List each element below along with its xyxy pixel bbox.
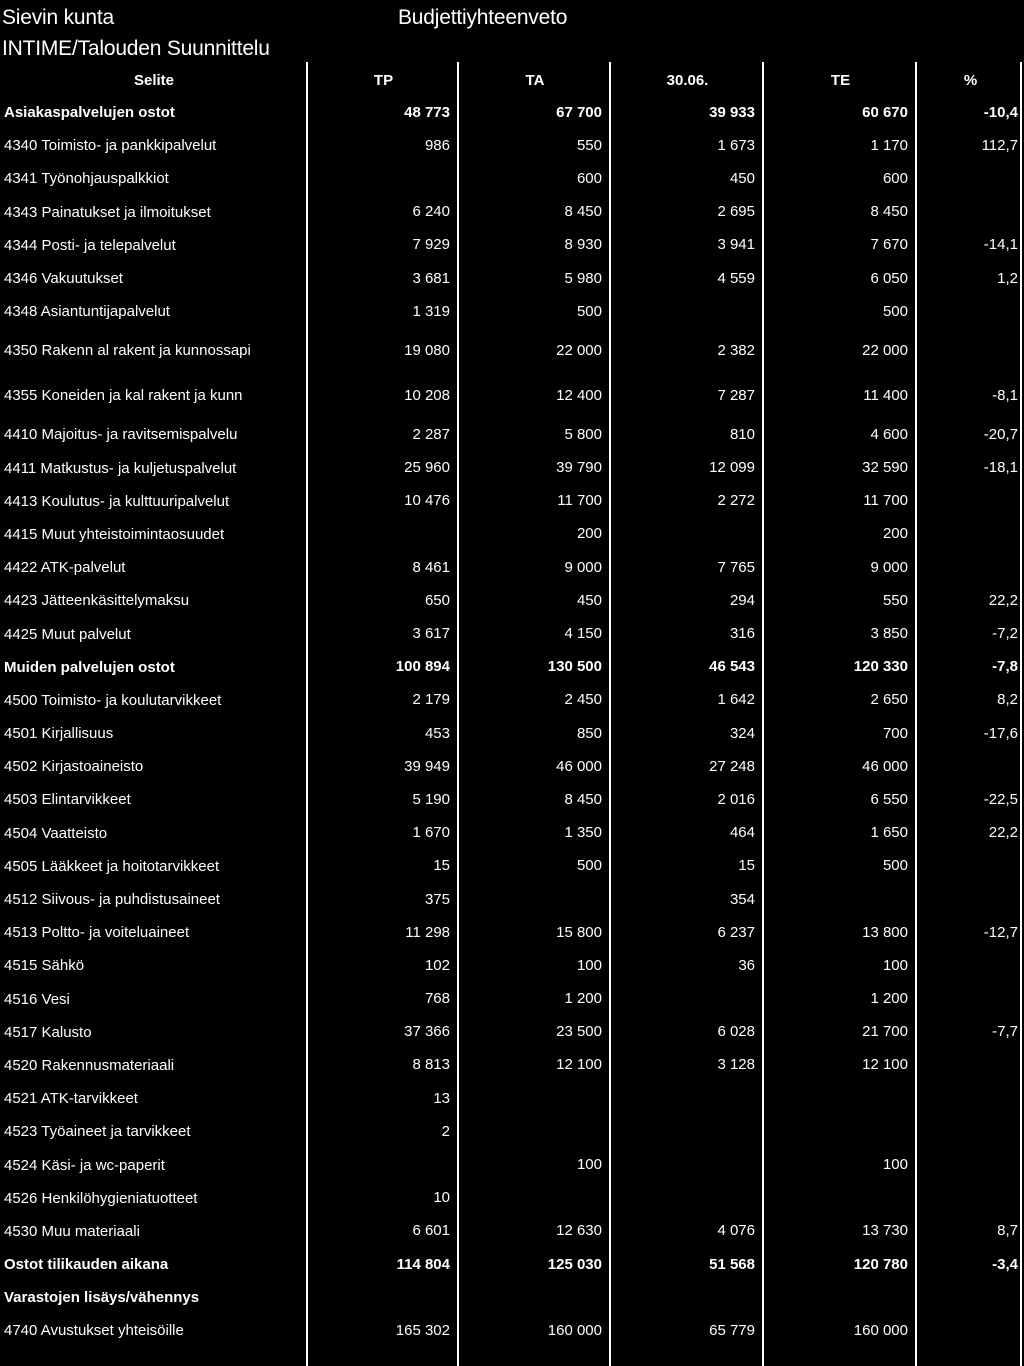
table-row: [0, 129, 1024, 162]
cell-ta: 8 450: [564, 790, 602, 808]
row-label: 4520 Rakennusmateriaali: [4, 1056, 175, 1074]
cell-te: 600: [882, 169, 908, 187]
table-row: [0, 949, 1024, 982]
cell-percent: [917, 1049, 1024, 1082]
cell-te: 8 450: [870, 203, 908, 221]
cell-ta: [459, 1182, 611, 1215]
cell-percent: -7,8: [992, 658, 1018, 676]
table-row: [0, 485, 1024, 518]
cell-te: 46 000: [862, 757, 908, 775]
row-label: 4502 Kirjastoaineisto: [4, 758, 144, 776]
cell-tp: 6 601: [412, 1222, 450, 1240]
cell-date-value: [611, 295, 764, 328]
cell-ta: 9 000: [564, 558, 602, 576]
cell-percent: -7,7: [992, 1023, 1018, 1041]
cell-tp: 48 773: [404, 103, 450, 121]
row-label: Asiakaspalvelujen ostot: [4, 104, 175, 122]
cell-ta: 500: [576, 302, 602, 320]
cell-ta: 46 000: [556, 757, 602, 775]
cell-tp: 6 240: [412, 203, 450, 221]
cell-date-value: 3 941: [717, 236, 755, 254]
cell-percent: -17,6: [983, 724, 1018, 742]
cell-percent: -20,7: [983, 425, 1018, 443]
cell-percent: [917, 518, 1024, 551]
row-label: 4350 Rakenn al rakent ja kunnossapi: [4, 342, 251, 360]
cell-te: 21 700: [862, 1023, 908, 1041]
row-label: 4355 Koneiden ja kal rakent ja kunn: [4, 387, 243, 405]
cell-te: 11 400: [863, 386, 908, 404]
table-row: [0, 373, 1024, 418]
cell-date-value: 7 287: [717, 386, 755, 404]
cell-date-value: [611, 983, 764, 1016]
table-row: [0, 551, 1024, 584]
subtotal-row: [0, 651, 1024, 684]
table-row: [0, 262, 1024, 295]
cell-ta: 850: [576, 724, 602, 742]
cell-ta: [459, 1115, 611, 1148]
cell-tp: 114 804: [396, 1255, 450, 1273]
cell-tp: 650: [424, 591, 450, 609]
cell-te: 9 000: [870, 558, 908, 576]
cell-ta: 23 500: [556, 1023, 602, 1041]
table-row: [0, 196, 1024, 229]
cell-percent: [917, 551, 1024, 584]
row-label: 4516 Vesi: [4, 990, 70, 1008]
cell-percent: [917, 1314, 1024, 1347]
cell-tp: [308, 1148, 459, 1181]
budget-table: [0, 66, 1024, 1348]
table-row: [0, 1016, 1024, 1049]
column-header-ta: TA: [525, 72, 545, 89]
cell-date-value: 2 016: [717, 790, 755, 808]
cell-te: 13 730: [862, 1222, 908, 1240]
cell-date-value: 39 933: [709, 103, 755, 121]
cell-tp: 375: [424, 890, 450, 908]
cell-date-value: 7 765: [717, 558, 755, 576]
cell-ta: 4 150: [564, 625, 602, 643]
cell-te: 32 590: [862, 459, 908, 477]
cell-percent: [917, 1148, 1024, 1181]
row-label: 4523 Työaineet ja tarvikkeet: [4, 1123, 191, 1141]
row-label: 4344 Posti- ja telepalvelut: [4, 236, 176, 254]
cell-ta: [459, 1281, 611, 1314]
cell-date-value: 46 543: [709, 658, 755, 676]
cell-date-value: 1 642: [717, 691, 755, 709]
row-label: Varastojen lisäys/vähennys: [4, 1289, 200, 1307]
cell-ta: 8 450: [564, 203, 602, 221]
cell-date-value: [611, 518, 764, 551]
cell-te: 200: [882, 525, 908, 543]
row-label: 4348 Asiantuntijapalvelut: [4, 303, 170, 321]
cell-date-value: 2 695: [717, 203, 755, 221]
cell-ta: 200: [576, 525, 602, 543]
cell-percent: -10,4: [983, 103, 1018, 121]
row-label: 4500 Toimisto- ja koulutarvikkeet: [4, 691, 222, 709]
cell-te: [764, 1281, 917, 1314]
cell-date-value: 354: [729, 890, 755, 908]
cell-tp: 8 461: [412, 558, 450, 576]
cell-tp: 986: [424, 136, 450, 154]
cell-tp: 13: [433, 1089, 450, 1107]
cell-tp: 102: [424, 956, 450, 974]
cell-te: 6 050: [870, 269, 908, 287]
column-header-te: TE: [830, 72, 851, 89]
cell-percent: 8,7: [997, 1222, 1018, 1240]
cell-percent: -7,2: [992, 625, 1018, 643]
row-label: 4530 Muu materiaali: [4, 1222, 140, 1240]
subtotal-row: [0, 96, 1024, 129]
row-label: Muiden palvelujen ostot: [4, 658, 175, 676]
cell-ta: 11 700: [557, 492, 602, 510]
cell-ta: 2 450: [564, 691, 602, 709]
cell-percent: [917, 883, 1024, 916]
cell-date-value: [611, 1182, 764, 1215]
cell-percent: [917, 850, 1024, 883]
table-row: [0, 452, 1024, 485]
cell-te: [764, 883, 917, 916]
cell-percent: -3,4: [992, 1255, 1018, 1273]
cell-date-value: 2 382: [717, 341, 755, 359]
cell-date-value: 36: [738, 956, 755, 974]
cell-date-value: 1 673: [717, 136, 755, 154]
cell-percent: [917, 1281, 1024, 1314]
cell-date-value: 324: [729, 724, 755, 742]
cell-date-value: 6 237: [717, 923, 755, 941]
cell-date-value: 294: [729, 591, 755, 609]
cell-tp: [308, 162, 459, 195]
cell-tp: 7 929: [412, 236, 450, 254]
cell-tp: 3 681: [412, 269, 450, 287]
row-label: Ostot tilikauden aikana: [4, 1256, 169, 1274]
cell-date-value: [611, 1281, 764, 1314]
cell-tp: 100 894: [395, 658, 450, 676]
cell-te: 7 670: [870, 236, 908, 254]
cell-te: 1 170: [870, 136, 908, 154]
cell-te: [764, 1182, 917, 1215]
cell-tp: 25 960: [404, 459, 450, 477]
cell-percent: [917, 328, 1024, 373]
cell-ta: 100: [576, 956, 602, 974]
cell-date-value: 3 128: [717, 1056, 755, 1074]
cell-tp: 2 287: [412, 425, 450, 443]
cell-ta: 450: [576, 591, 602, 609]
table-row: [0, 1115, 1024, 1148]
table-row: [0, 750, 1024, 783]
table-row: [0, 817, 1024, 850]
cell-date-value: 51 568: [709, 1255, 755, 1273]
row-label: 4740 Avustukset yhteisöille: [4, 1322, 184, 1340]
row-label: 4422 ATK-palvelut: [4, 559, 126, 577]
cell-te: 1 650: [870, 824, 908, 842]
cell-te: [764, 1082, 917, 1115]
cell-ta: 160 000: [547, 1321, 602, 1339]
row-label: 4415 Muut yhteistoimintaosuudet: [4, 525, 225, 543]
cell-te: 60 670: [862, 103, 908, 121]
cell-date-value: 810: [729, 425, 755, 443]
cell-ta: 12 100: [556, 1056, 602, 1074]
cell-percent: -22,5: [983, 790, 1018, 808]
row-label: 4340 Toimisto- ja pankkipalvelut: [4, 137, 217, 155]
cell-percent: [917, 162, 1024, 195]
table-row: [0, 1148, 1024, 1181]
cell-tp: 37 366: [404, 1023, 450, 1041]
table-row: [0, 1215, 1024, 1248]
cell-ta: 100: [576, 1156, 602, 1174]
cell-ta: 550: [576, 136, 602, 154]
table-row: [0, 518, 1024, 551]
row-label: 4343 Painatukset ja ilmoitukset: [4, 203, 211, 221]
cell-percent: [917, 750, 1024, 783]
cell-tp: 15: [433, 857, 450, 875]
cell-ta: 1 200: [564, 990, 602, 1008]
row-label: 4503 Elintarvikkeet: [4, 791, 131, 809]
cell-tp: 3 617: [412, 625, 450, 643]
cell-tp: 10: [433, 1189, 450, 1207]
cell-te: 1 200: [870, 990, 908, 1008]
cell-te: 2 650: [870, 691, 908, 709]
cell-te: [764, 1115, 917, 1148]
cell-percent: -14,1: [983, 236, 1018, 254]
cell-percent: [917, 295, 1024, 328]
row-label: 4521 ATK-tarvikkeet: [4, 1090, 138, 1108]
cell-ta: 12 400: [556, 386, 602, 404]
cell-percent: 22,2: [988, 824, 1018, 842]
cell-te: 11 700: [863, 492, 908, 510]
organization-name: Sievin kunta: [2, 6, 115, 29]
cell-ta: [459, 883, 611, 916]
cell-te: 100: [882, 1156, 908, 1174]
cell-tp: 165 302: [395, 1321, 450, 1339]
cell-te: 3 850: [870, 625, 908, 643]
cell-tp: 2: [441, 1122, 450, 1140]
row-label: 4410 Majoitus- ja ravitsemispalvelu: [4, 426, 238, 444]
row-label: 4411 Matkustus- ja kuljetuspalvelut: [4, 459, 237, 477]
row-label: 4501 Kirjallisuus: [4, 725, 114, 743]
cell-tp: [308, 518, 459, 551]
cell-te: 550: [882, 591, 908, 609]
report-title: Budjettiyhteenveto: [398, 6, 568, 29]
cell-date-value: 15: [738, 857, 755, 875]
cell-te: 700: [882, 724, 908, 742]
table-row: [0, 883, 1024, 916]
cell-te: 500: [882, 302, 908, 320]
table-row: [0, 617, 1024, 650]
cell-ta: 500: [576, 857, 602, 875]
column-header-date: 30.06.: [666, 72, 709, 89]
row-label: 4512 Siivous- ja puhdistusaineet: [4, 891, 220, 909]
cell-te: 4 600: [870, 425, 908, 443]
row-label: 4513 Poltto- ja voiteluaineet: [4, 924, 190, 942]
table-row: [0, 717, 1024, 750]
cell-date-value: [611, 1148, 764, 1181]
cell-date-value: [611, 1115, 764, 1148]
row-label: 4413 Koulutus- ja kulttuuripalvelut: [4, 492, 230, 510]
subtotal-row: [0, 1248, 1024, 1281]
row-label: 4425 Muut palvelut: [4, 625, 131, 643]
cell-percent: [917, 983, 1024, 1016]
table-row: [0, 162, 1024, 195]
cell-percent: 112,7: [981, 136, 1018, 154]
cell-te: 500: [882, 857, 908, 875]
cell-te: 100: [882, 956, 908, 974]
cell-percent: -12,7: [983, 923, 1018, 941]
row-label: 4524 Käsi- ja wc-paperit: [4, 1156, 165, 1174]
cell-tp: 10 208: [404, 386, 450, 404]
subtotal-row: [0, 1281, 1024, 1314]
cell-tp: 8 813: [412, 1056, 450, 1074]
cell-te: 160 000: [853, 1321, 908, 1339]
cell-date-value: [611, 1082, 764, 1115]
table-row: [0, 418, 1024, 451]
cell-ta: 8 930: [564, 236, 602, 254]
cell-percent: 8,2: [997, 691, 1018, 709]
cell-tp: 11 298: [405, 923, 450, 941]
cell-percent: [917, 196, 1024, 229]
cell-percent: [917, 949, 1024, 982]
cell-tp: 10 476: [404, 492, 450, 510]
table-row: [0, 584, 1024, 617]
cell-tp: 2 179: [412, 691, 450, 709]
table-row: [0, 783, 1024, 816]
column-header-tp: TP: [373, 72, 394, 89]
cell-date-value: 4 076: [717, 1222, 755, 1240]
cell-tp: 39 949: [404, 757, 450, 775]
table-row: [0, 850, 1024, 883]
cell-percent: 1,2: [997, 269, 1018, 287]
table-row: [0, 229, 1024, 262]
cell-ta: [459, 1082, 611, 1115]
cell-percent: 22,2: [988, 591, 1018, 609]
table-row: [0, 983, 1024, 1016]
unit-name: INTIME/Talouden Suunnittelu: [2, 37, 270, 60]
cell-percent: [917, 1082, 1024, 1115]
row-label: 4517 Kalusto: [4, 1023, 92, 1041]
table-row: [0, 328, 1024, 373]
cell-tp: 1 319: [412, 302, 450, 320]
cell-tp: 19 080: [404, 341, 450, 359]
cell-percent: -18,1: [983, 459, 1018, 477]
cell-date-value: 12 099: [709, 459, 755, 477]
table-row: [0, 1182, 1024, 1215]
cell-tp: 5 190: [412, 790, 450, 808]
cell-tp: 1 670: [412, 824, 450, 842]
cell-date-value: 6 028: [717, 1023, 755, 1041]
cell-tp: 768: [424, 990, 450, 1008]
cell-te: 13 800: [862, 923, 908, 941]
table-header-row: [0, 66, 1024, 96]
cell-ta: 22 000: [556, 341, 602, 359]
cell-ta: 15 800: [556, 923, 602, 941]
cell-tp: [308, 1281, 459, 1314]
cell-date-value: 65 779: [709, 1321, 755, 1339]
row-label: 4515 Sähkö: [4, 957, 85, 975]
row-label: 4423 Jätteenkäsittelymaksu: [4, 592, 190, 610]
cell-percent: -8,1: [992, 386, 1018, 404]
cell-date-value: 27 248: [709, 757, 755, 775]
cell-te: 12 100: [862, 1056, 908, 1074]
cell-te: 120 780: [853, 1255, 908, 1273]
column-header-selite: Selite: [133, 72, 175, 89]
cell-ta: 1 350: [564, 824, 602, 842]
cell-percent: [917, 485, 1024, 518]
cell-ta: 12 630: [556, 1222, 602, 1240]
cell-percent: [917, 1115, 1024, 1148]
cell-tp: 453: [424, 724, 450, 742]
cell-percent: [917, 1182, 1024, 1215]
row-label: 4504 Vaatteisto: [4, 824, 108, 842]
cell-ta: 67 700: [556, 103, 602, 121]
cell-date-value: 450: [729, 169, 755, 187]
cell-date-value: 316: [729, 625, 755, 643]
table-row: [0, 684, 1024, 717]
cell-ta: 125 030: [547, 1255, 602, 1273]
row-label: 4526 Henkilöhygieniatuotteet: [4, 1189, 198, 1207]
cell-date-value: 464: [729, 824, 755, 842]
cell-ta: 600: [576, 169, 602, 187]
cell-ta: 5 980: [564, 269, 602, 287]
table-row: [0, 1082, 1024, 1115]
cell-ta: 39 790: [556, 459, 602, 477]
row-label: 4346 Vakuutukset: [4, 270, 123, 288]
row-label: 4505 Lääkkeet ja hoitotarvikkeet: [4, 857, 220, 875]
cell-te: 22 000: [862, 341, 908, 359]
table-row: [0, 295, 1024, 328]
cell-te: 6 550: [870, 790, 908, 808]
cell-ta: 5 800: [564, 425, 602, 443]
table-row: [0, 1049, 1024, 1082]
cell-ta: 130 500: [547, 658, 602, 676]
cell-te: 120 330: [853, 658, 908, 676]
table-row: [0, 1314, 1024, 1347]
cell-date-value: 4 559: [717, 269, 755, 287]
cell-date-value: 2 272: [717, 492, 755, 510]
table-row: [0, 916, 1024, 949]
row-label: 4341 Työnohjauspalkkiot: [4, 170, 169, 188]
column-header-percent: %: [963, 72, 978, 89]
